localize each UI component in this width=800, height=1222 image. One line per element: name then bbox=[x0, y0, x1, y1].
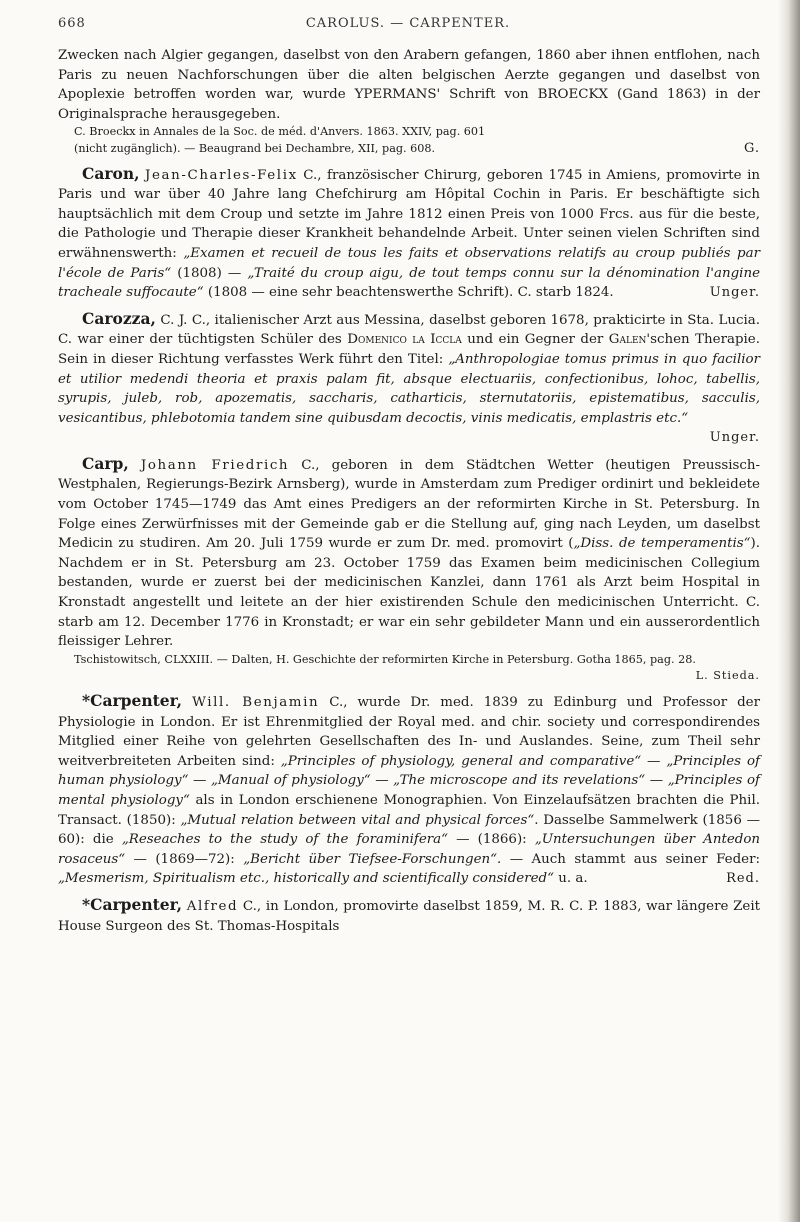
entry-text: ). Nachdem er in St. Petersburg am 23. October 1759 das Examen beim medicinischen Collegium bestanden, wurde er zuerst bei der medicinischen Kanzlei, dann 1761 als Arzt beim Hospital in Kronstadt angestellt und leitete an der hier existirenden Schule den medicinischen Unterricht. C. starb am 12. December 1776 in Kronstadt; er war ein sehr gebildeter Mann und ein ausserordentlich fleissiger Lehrer. bbox=[58, 536, 760, 650]
entry-forename: C. J. C. bbox=[160, 312, 206, 328]
teacher-name: Domenico la Iccla bbox=[347, 332, 462, 348]
entry-signature: Red. bbox=[726, 871, 760, 887]
entry-text: (1808 — eine sehr beachtenswerthe Schrift). C. starb 1824. bbox=[207, 285, 614, 301]
entry-text: u. a. bbox=[558, 871, 588, 887]
work-title: „Mutual relation between vital and physical forces“ bbox=[180, 812, 535, 828]
entry-forename: Jean-Charles-Felix bbox=[145, 167, 298, 183]
entry-text: 'schen Therapie. Sein in dieser Richtung verfasstes Werk führt den Titel: bbox=[58, 332, 760, 367]
entry-caron bbox=[58, 164, 760, 303]
entry-lemma: Carp, bbox=[82, 453, 129, 473]
entry-carpenter-william bbox=[58, 691, 760, 889]
entry-lemma: *Carpenter, bbox=[82, 894, 183, 914]
entry-carp bbox=[58, 454, 760, 652]
entry-carozza bbox=[58, 308, 760, 446]
entry-forename: Alfred bbox=[186, 898, 239, 914]
page-number: 668 bbox=[58, 16, 86, 31]
entry-text: . — Auch stammt aus seiner Feder: bbox=[497, 851, 760, 867]
entry-text: — (1869—72): bbox=[133, 851, 235, 867]
entry-lemma: Caron, bbox=[82, 163, 140, 183]
carp-source-text: Tschistowitsch, CLXXIII. — Dalten, H. Geschichte der reformirten Kirche in Petersburg. Gotha 1865, pag. 28. bbox=[74, 652, 696, 666]
entry-signature: L. Stieda. bbox=[695, 669, 760, 683]
work-title: „Traité du croup aigu, de tout temps connu sur la dénomination l'angine tracheale suffocaute“ bbox=[58, 265, 760, 301]
intro-source bbox=[74, 124, 760, 157]
running-title: CAROLUS. — CARPENTER. bbox=[305, 16, 511, 31]
entry-text: als in London erschienene Monographien. Von Einzelaufsätzen brachten die Phil. Transact. (1850): bbox=[58, 792, 760, 828]
intro-source-line2: (nicht zugänglich). — Beaugrand bei Dechambre, XII, pag. 608. bbox=[74, 141, 436, 155]
entry-signature: Unger. bbox=[709, 285, 760, 301]
work-title: „Anthropologiae tomus primus in quo facilior et utilior medendi theoria et praxis palam fit, absque electuariis, confectionibus, lohoc, tabellis, syrupis, juleb, rob, apozematis, saccharis, catharticis, sternutatoriis, epistematibus, sacculis, vesicantibus, phlebotomia tandem sine quibusdam decoctis, vinis medicatis, emplastris etc.“ bbox=[58, 351, 760, 426]
intro-paragraph: Zwecken nach Algier gegangen, daselbst von den Arabern gefangen, 1860 aber ihnen entflohen, nach Paris zu neuen Nachforschungen über die alten belgischen Aerzte gegangen und daselbst von Apoplexie betroffen worden war, wurde YPERMANS' Schrift von BROECKX (Gand 1863) in der Originalsprache herausgegeben. bbox=[58, 48, 760, 122]
entry-text: , italienischer Arzt aus Messina, daselbst geboren 1678, prakticirte in Sta. Lucia. C. war einer der tüchtigsten Schüler des bbox=[58, 312, 760, 348]
entry-text: C., in London, promovirte daselbst 1859, M. R. C. P. 1883, war längere Zeit House Surgeon des St. Thomas-Hospitals bbox=[58, 898, 760, 934]
page-edge-shadow bbox=[778, 0, 800, 1222]
work-title: „Principles of physiology, general and comparative“ — „Principles of human physiology“ — „Manual of physiology“ — „The microscope and its revelations“ — „Principles of mental physiology“ bbox=[58, 753, 760, 808]
entry-lemma: Carozza, bbox=[82, 308, 156, 328]
running-header bbox=[58, 16, 758, 36]
entry-text: C., geboren in dem Städtchen Wetter (heutigen Preussisch-Westphalen, Regierungs-Bezirk Arnsberg), wurde in Amsterdam zum Prediger ordinirt und bekleidete vom October 1745—1749 das Amt eines Predigers an der reformirten Kirche in St. Petersburg. In Folge eines Zerwürfnisses mit der Gemeinde gab er die Stellung auf, ging nach Leyden, um daselbst Medicin zu studiren. Am 20. Juli 1759 wurde er zum Dr. med. promovirt ( bbox=[58, 457, 761, 552]
galen-name: Galen bbox=[608, 332, 647, 348]
work-title: „Untersuchungen über Antedon rosaceus“ bbox=[58, 832, 761, 867]
intro-signature: G. bbox=[743, 140, 760, 156]
entry-text: und ein Gegner der bbox=[467, 332, 604, 348]
work-title: „Reseaches to the study of the foraminifera“ bbox=[121, 832, 448, 848]
entry-text: . Dasselbe Sammelwerk (1856 — 60): die bbox=[58, 812, 760, 848]
work-title: „Mesmerism, Spiritualism etc., historically and scientifically considered“ bbox=[58, 871, 554, 887]
entry-text: (1808) — bbox=[177, 265, 242, 281]
dissertation-title: „Diss. de temperamentis“ bbox=[573, 536, 751, 552]
entry-text: C., französischer Chirurg, geboren 1745 in Amiens, promovirte in Paris und war über 40 Jahre lang Chefchirurg am Hôpital Cochin in Paris. Er beschäftigte sich hauptsächlich mit dem Croup und setzte im Jahre 1812 einen Preis von 1000 Frcs. aus für die beste, die Pathologie und Therapie dieser Krankheit behandelnde Arbeit. Unter seinen vielen Schriften sind erwähnenswerth: bbox=[58, 167, 760, 261]
page-body bbox=[58, 46, 760, 936]
work-title: „Bericht über Tiefsee-Forschungen“ bbox=[243, 851, 498, 867]
entry-signature: Unger. bbox=[709, 430, 760, 446]
entry-forename: Johann Friedrich bbox=[140, 457, 290, 473]
entry-forename: Will. Benjamin bbox=[192, 695, 320, 710]
carp-source bbox=[74, 652, 760, 683]
entry-carpenter-alfred bbox=[58, 895, 760, 936]
entry-text: — (1866): bbox=[456, 832, 527, 848]
work-title: „Examen et recueil de tous les faits et observations relatifs au croup publiés par l'école de Paris“ bbox=[58, 245, 761, 281]
intro-source-line1: C. Broeckx in Annales de la Soc. de méd. d'Anvers. 1863. XXIV, pag. 601 bbox=[74, 125, 486, 139]
entry-lemma: *Carpenter, bbox=[82, 691, 183, 710]
entry-text: C., wurde Dr. med. 1839 zu Edinburg und Professor der Physiologie in London. Er ist Ehrenmitglied der Royal med. and chir. society und correspondirendes Mitglied einer Reihe von gelehrten Gesellschaften des In- und Auslandes. Seine, zum Theil sehr weitverbreiteten Arbeiten sind: bbox=[58, 695, 761, 769]
